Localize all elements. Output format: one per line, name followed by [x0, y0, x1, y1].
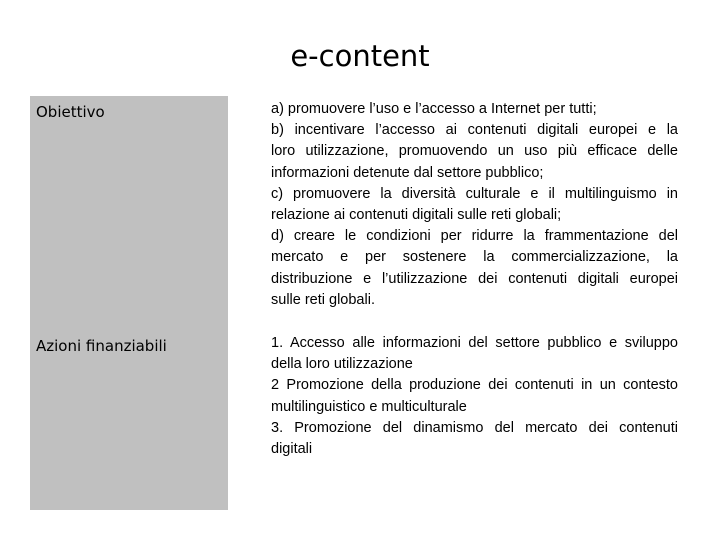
content-line: b) incentivare l’accesso ai contenuti digitali europei e la [271, 122, 678, 139]
content-line: mercato e per sostenere la commercializzazione, la [271, 249, 678, 266]
content-line: 1. Accesso alle informazioni del settore pubblico e sviluppo [271, 335, 678, 351]
content-line: 2 Promozione della produzione dei contenuti in un contesto [271, 377, 678, 394]
row-content-obiettivo [271, 99, 678, 311]
content-line: sulle reti globali. [271, 291, 375, 308]
content-line: informazioni detenute dal settore pubblico; [271, 164, 544, 181]
row-label-azioni-finanziabili: Azioni finanziabili [36, 337, 167, 355]
content-line: relazione ai contenuti digitali sulle reti globali; [271, 207, 562, 224]
label-column-background [30, 96, 228, 510]
slide-title [0, 36, 720, 76]
content-line: loro utilizzazione, promuovendo un uso più efficace delle [271, 143, 678, 160]
content-line: distribuzione e l’utilizzazione dei contenuti digitali europei [271, 270, 678, 287]
content-line: digitali [271, 441, 313, 458]
row-label-obiettivo: Obiettivo [36, 103, 105, 121]
content-line: della loro utilizzazione [271, 356, 413, 373]
row-content-azioni-finanziabili [271, 333, 678, 460]
content-line: multilinguistico e multiculturale [271, 398, 467, 415]
content-line: 3. Promozione del dinamismo del mercato dei contenuti [271, 419, 678, 436]
content-line: d) creare le condizioni per ridurre la frammentazione del [271, 228, 678, 245]
content-line: a) promuovere l’uso e l’accesso a Internet per tutti; [271, 101, 597, 117]
content-line: c) promuovere la diversità culturale e il multilinguismo in [271, 185, 678, 202]
slide-title-text: e-content [290, 39, 430, 73]
